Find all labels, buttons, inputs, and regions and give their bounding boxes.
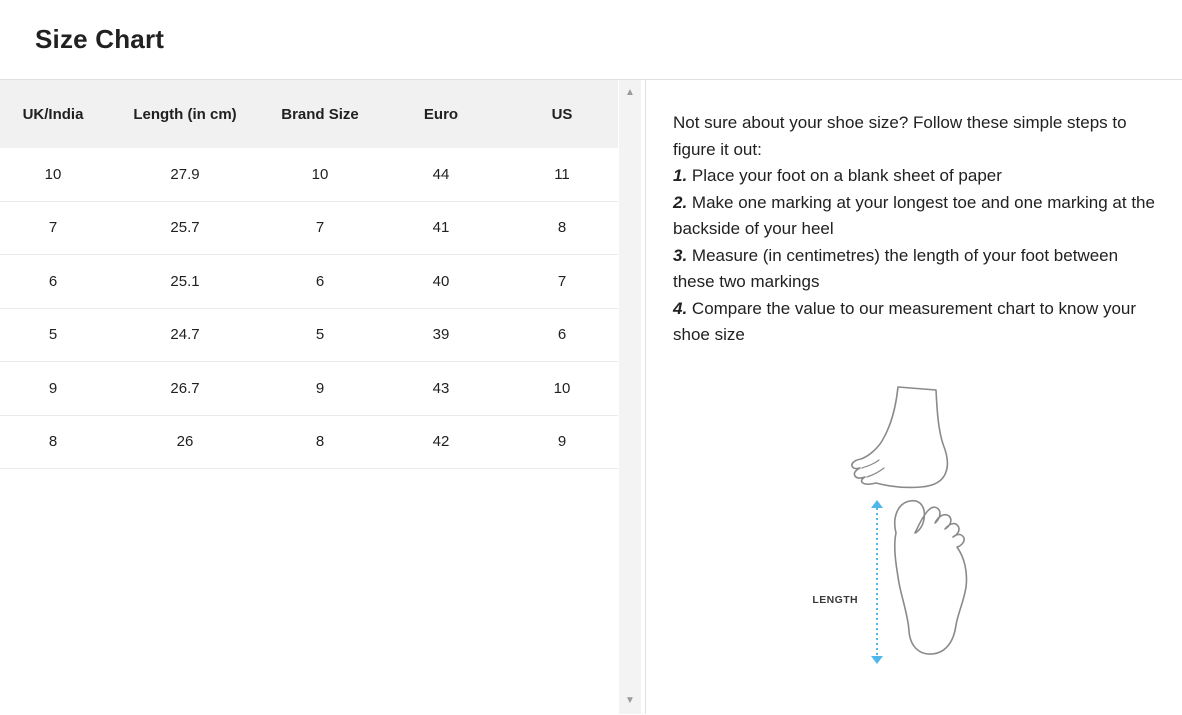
cell-brand-size: 8 (315, 433, 325, 451)
column-header-us: US (551, 105, 573, 123)
foot-side-view-icon (846, 384, 996, 494)
length-ruler-icon (870, 499, 884, 665)
size-table (0, 80, 618, 469)
cell-uk-india: 9 (48, 379, 58, 397)
step-number: 1. (673, 166, 688, 185)
cell-brand-size: 6 (315, 272, 325, 290)
foot-measurement-diagram (646, 374, 1182, 674)
cell-us: 8 (557, 219, 567, 237)
cell-us: 7 (557, 272, 567, 290)
cell-euro: 40 (432, 272, 450, 290)
instruction-step (673, 243, 1159, 296)
step-number: 3. (673, 245, 688, 265)
cell-us: 10 (553, 379, 571, 397)
table-row (0, 255, 618, 309)
cell-length: 26 (176, 433, 194, 451)
cell-brand-size: 10 (311, 165, 329, 183)
cell-uk-india: 8 (48, 433, 58, 451)
cell-brand-size: 5 (315, 326, 325, 344)
cell-length: 27.9 (170, 165, 200, 183)
column-header-euro: Euro (423, 105, 459, 123)
table-header-row (0, 80, 618, 148)
cell-us: 11 (554, 165, 570, 183)
table-row (0, 362, 618, 416)
scroll-down-icon[interactable]: ▼ (625, 695, 635, 706)
scroll-up-icon[interactable]: ▲ (625, 87, 635, 98)
instructions-panel (646, 80, 1182, 714)
cell-length: 25.7 (170, 219, 200, 237)
cell-us: 6 (557, 326, 567, 344)
cell-euro: 44 (432, 165, 450, 183)
title-bar (0, 0, 1182, 80)
foot-sole-view-icon (882, 495, 982, 663)
column-header-uk-india: UK/India (22, 105, 84, 123)
cell-uk-india: 6 (48, 272, 58, 290)
column-header-length: Length (in cm) (133, 105, 237, 123)
instruction-step (673, 296, 1159, 349)
step-text: Compare the value to our measurement chart to know your shoe size (673, 298, 1137, 344)
cell-uk-india: 10 (44, 165, 62, 183)
cell-brand-size: 9 (315, 379, 325, 397)
size-table-panel (0, 80, 646, 714)
page-title: Size Chart (35, 24, 165, 54)
content-area (0, 80, 1182, 714)
cell-uk-india: 7 (48, 219, 58, 237)
column-header-brand-size: Brand Size (281, 105, 359, 123)
cell-length: 26.7 (170, 379, 200, 397)
step-number: 4. (673, 298, 688, 318)
table-row (0, 202, 618, 256)
cell-euro: 41 (432, 219, 450, 237)
cell-uk-india: 5 (48, 326, 58, 344)
cell-euro: 42 (432, 433, 450, 451)
table-scrollbar[interactable] (619, 80, 641, 714)
step-text: Measure (in centimetres) the length of your foot between these two markings (673, 245, 1119, 291)
length-label: LENGTH (812, 594, 858, 606)
step-number: 2. (673, 192, 688, 212)
instructions-text (673, 110, 1159, 349)
cell-length: 24.7 (170, 326, 200, 344)
cell-us: 9 (557, 433, 567, 451)
table-row (0, 309, 618, 363)
cell-euro: 43 (432, 379, 450, 397)
step-text: Place your foot on a blank sheet of paper (687, 166, 1002, 185)
instructions-intro: Not sure about your shoe size? Follow these simple steps to figure it out: (673, 113, 1127, 159)
instruction-step (673, 190, 1159, 243)
table-row (0, 148, 618, 202)
cell-brand-size: 7 (315, 219, 325, 237)
instruction-step (673, 163, 1159, 190)
step-text: Make one marking at your longest toe and one marking at the backside of your heel (673, 192, 1155, 238)
cell-euro: 39 (432, 326, 450, 344)
table-row (0, 416, 618, 470)
cell-length: 25.1 (170, 272, 200, 290)
